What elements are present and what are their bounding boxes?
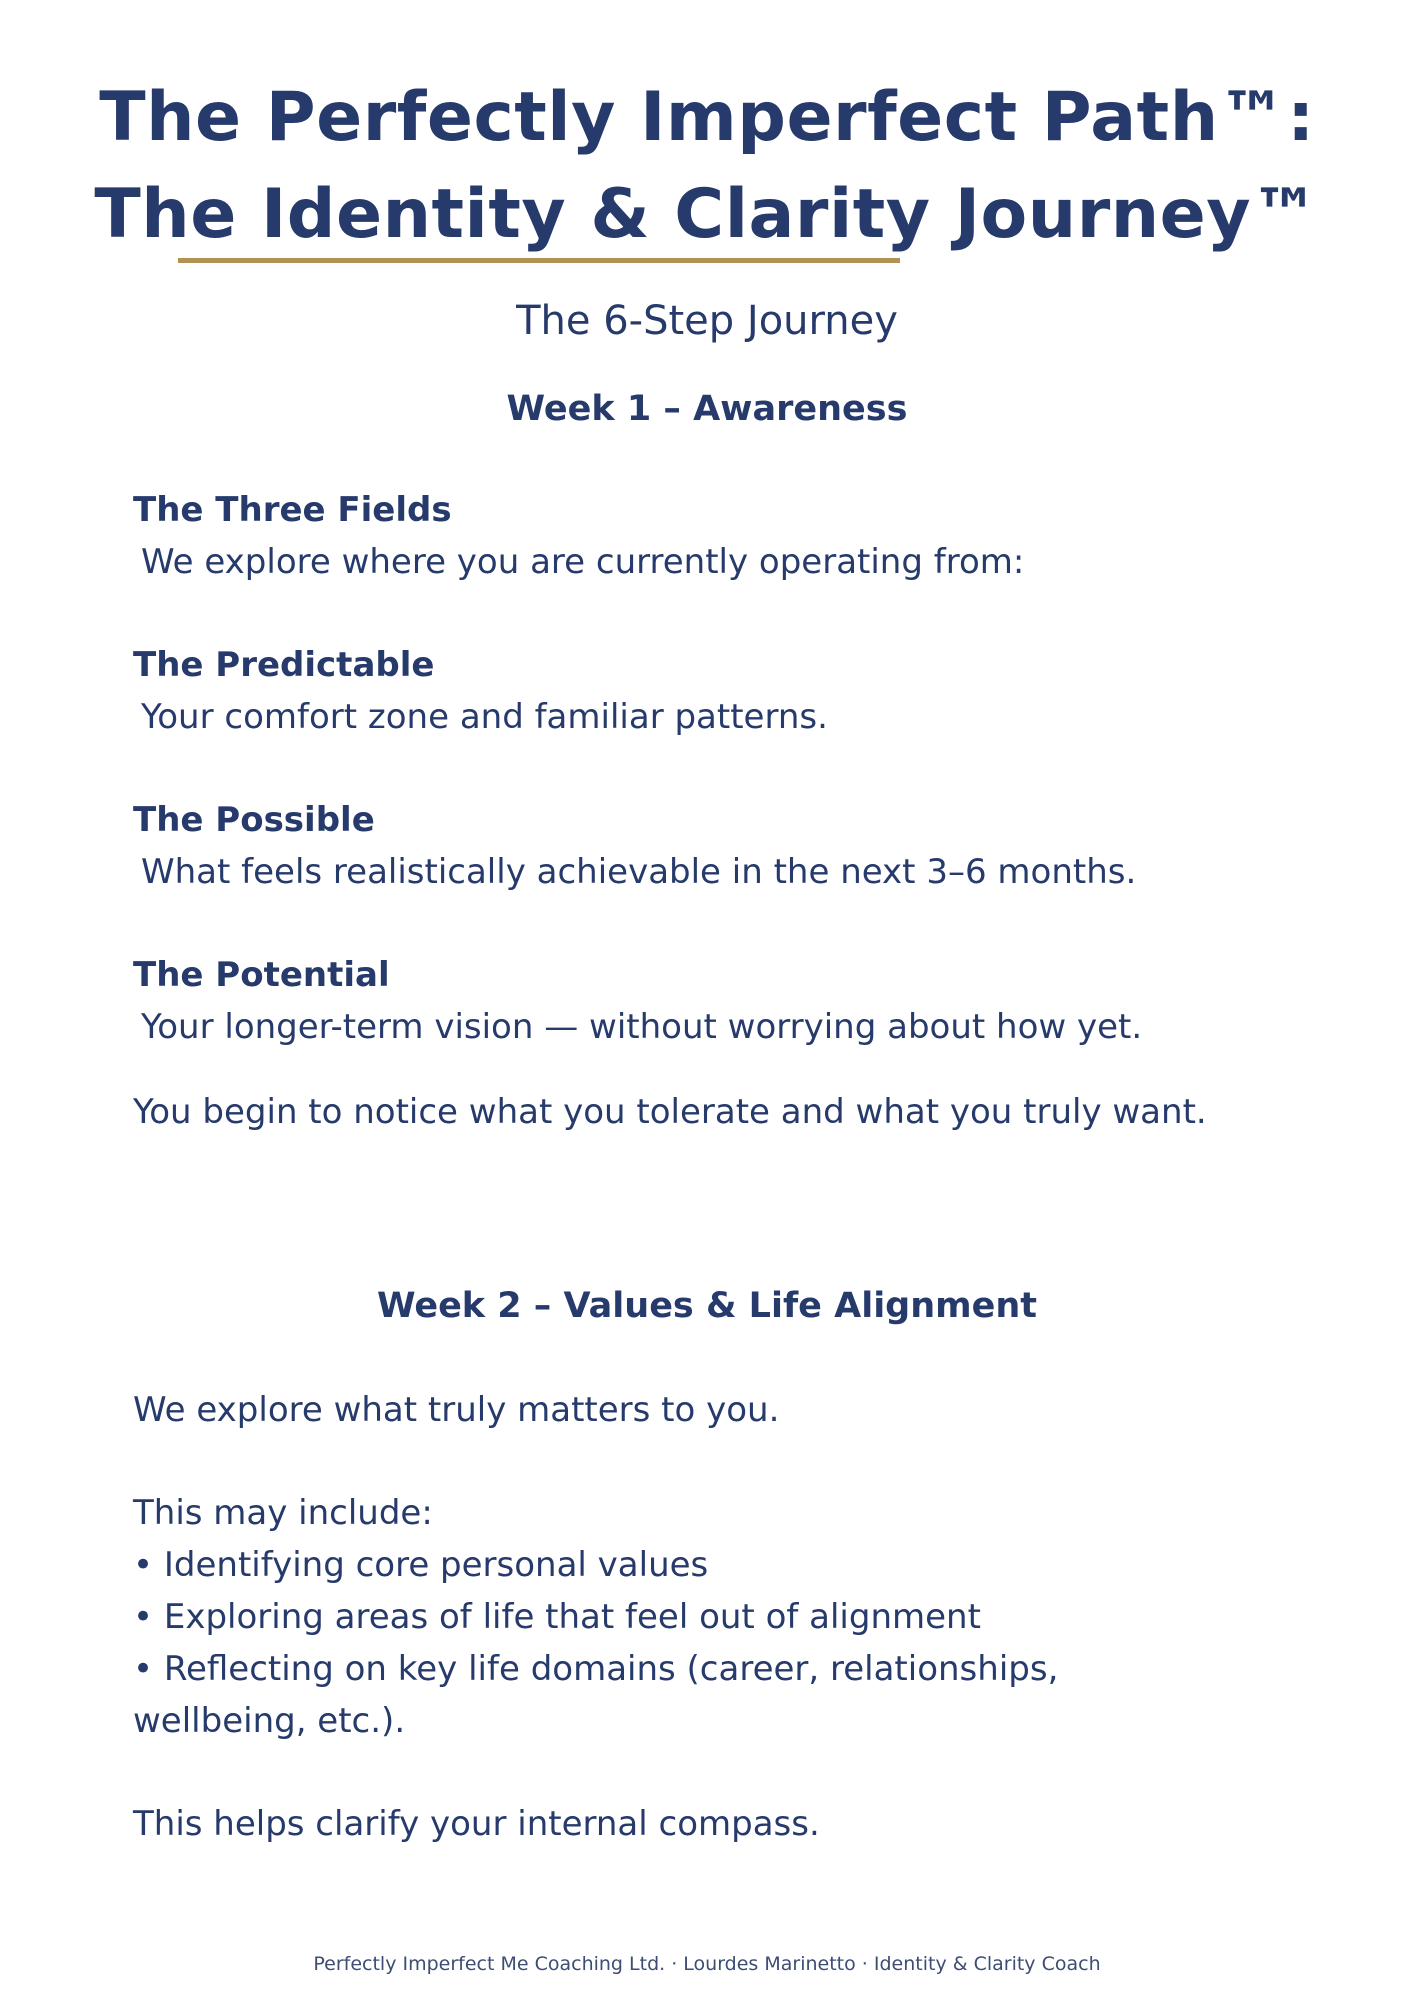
week-2-intro: We explore what truly matters to you.	[133, 1390, 780, 1430]
list-item: • Exploring areas of life that feel out of alignment	[133, 1597, 981, 1637]
list-item-continuation: wellbeing, etc.).	[133, 1701, 406, 1741]
predictable-text: Your comfort zone and familiar patterns.	[141, 697, 828, 737]
document-title-line-1: The Perfectly Imperfect Path™:	[99, 78, 1315, 157]
week-1-heading: Week 1 – Awareness	[506, 389, 908, 429]
week-1-closing-paragraph: You begin to notice what you tolerate and what you truly want.	[133, 1092, 1207, 1132]
potential-heading: The Potential	[133, 955, 390, 995]
possible-text: What feels realistically achievable in the next 3–6 months.	[141, 852, 1137, 892]
week-2-closing: This helps clarify your internal compass.	[133, 1804, 820, 1844]
possible-heading: The Possible	[133, 800, 375, 840]
week-2-heading: Week 2 – Values & Life Alignment	[376, 1286, 1038, 1326]
list-item: • Identifying core personal values	[133, 1545, 709, 1585]
three-fields-text: We explore where you are currently operating from:	[141, 542, 1025, 582]
document-subtitle: The 6-Step Journey	[516, 298, 898, 344]
list-item: • Reflecting on key life domains (career, relationships,	[133, 1649, 1059, 1689]
predictable-heading: The Predictable	[133, 645, 435, 685]
page-footer: Perfectly Imperfect Me Coaching Ltd. · Lourdes Marinetto · Identity & Clarity Coach	[313, 1953, 1101, 1975]
title-underline-divider	[178, 258, 900, 263]
three-fields-heading: The Three Fields	[133, 490, 452, 530]
week-2-list-intro: This may include:	[133, 1493, 433, 1533]
document-title-line-2: The Identity & Clarity Journey™	[94, 175, 1320, 254]
potential-text: Your longer-term vision — without worrying about how yet.	[141, 1007, 1143, 1047]
